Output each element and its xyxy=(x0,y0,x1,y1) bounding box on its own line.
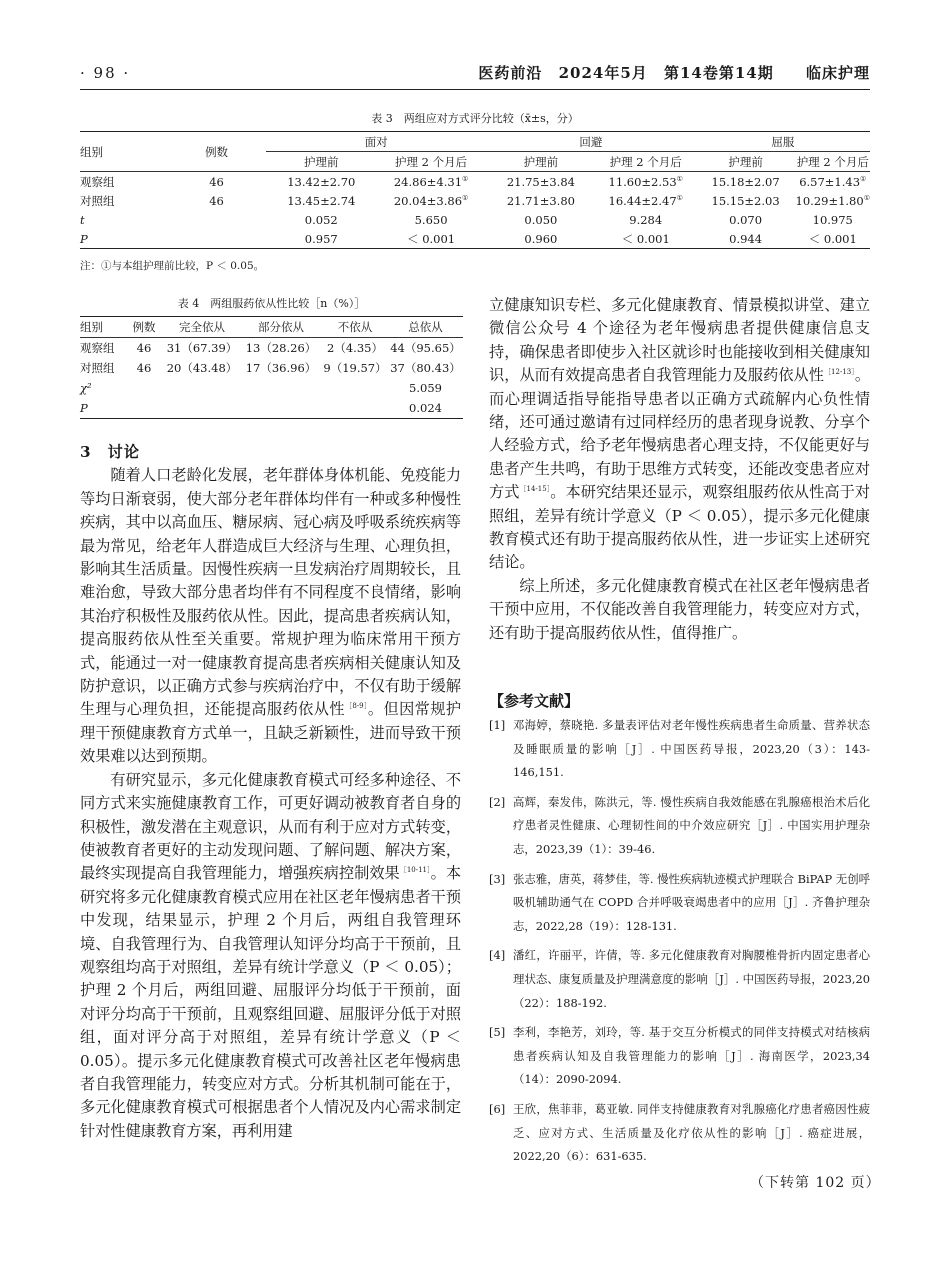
table3-cell: 0.052 xyxy=(304,212,338,227)
table3-note: 注：①与本组护理前比较，P ＜ 0.05。 xyxy=(80,260,265,272)
table4-header: 完全依从 xyxy=(179,320,225,334)
citation: ［14-15］ xyxy=(519,485,551,494)
issue-volume: 第14卷第14期 xyxy=(664,64,774,82)
reference-item: [6] 王欣，焦菲菲，葛亚敏. 同伴支持健康教育对乳腺癌化疗患者癌因性疲乏、应对方式、生活质量及化疗依从性的影响［J］. 癌症进展，2022,20（6）：631-635. xyxy=(489,1101,870,1164)
table-row xyxy=(80,358,463,378)
table3-row-label: 对照组 xyxy=(80,193,115,208)
citation: ［12-13］ xyxy=(824,368,855,377)
references-heading: 【参考文献】 xyxy=(489,692,580,710)
table3-row-label: t xyxy=(80,212,85,227)
table3-cell: 10.975 xyxy=(812,212,853,227)
table3-cell: 0.050 xyxy=(524,212,558,227)
table3-row-label: P xyxy=(80,231,88,246)
table4-header: 组别 xyxy=(80,320,103,334)
paragraph: 有研究显示，多元化健康教育模式可经多种途径、不同方式来实施健康教育工作，可更好调动被教育者自身的积极性，激发潜在主观意识，从而有利于应对方式转变，使被教育者更好的主动发现问题、了解问题、解决方案，最终实现提高自我管理能力，增强疾病控制效果$^{[10-11]}$。本研究将多元化健康教育模式应用在社区老年慢病患者干预中发现，结果显示，护理 2 个月后，两组自我管理环境、自我管理行为、自我管理认知评分均高于干预前，且观察组均高于对照组，差异有统计学意义（P ＜ 0.05）；护理 2 个月后，两组回避、屈服评分均低于干预前，面对评分均高于干预前，且观察组回避、屈服评分低于对照组，面对评分高于对照组，差异有统计学意义（P ＜ 0.05）。提示多元化健康教育模式可改善社区老年慢病患者自我管理能力，转变应对方式。分析其机制可能在于，多元化健康教育模式可根据患者个人情况及内心需求制定针对性健康教育方案，再利用建 xyxy=(80,770,462,1140)
journal-name: 医药前沿 xyxy=(478,64,543,82)
reference-item: [3] 张志雅，唐英，蒋梦佳，等. 慢性疾病轨迹模式护理联合 BiPAP 无创呼吸机辅助通气在 COPD 合并呼吸衰竭患者中的应用［J］. 齐鲁护理杂志，2022,28（19）：128-131. xyxy=(489,871,870,933)
table3-header-dim: 面对 xyxy=(266,132,486,152)
table3-cell: 13.45±2.74 xyxy=(287,193,356,208)
table4-cell: 2（4.35） xyxy=(322,338,388,359)
reference-item: [1] 邓海婷，蔡晓艳. 多量表评估对老年慢性疾病患者生命质量、营养状态及睡眠质量的影响［J］. 中国医药导报，2023,20（3）：143-146,151. xyxy=(489,718,870,780)
table3-cell xyxy=(167,210,267,229)
table4-cell: 37（80.43） xyxy=(390,361,461,375)
table3-header-count: 例数 xyxy=(205,144,229,159)
table-row xyxy=(80,229,870,249)
table4-stat-label: χ² xyxy=(80,381,92,395)
table3-subheader: 护理 2 个月后 xyxy=(395,154,468,169)
table3-row-label: 观察组 xyxy=(80,172,167,192)
table4-cell: 46 xyxy=(136,361,152,375)
superscript-mark: ① xyxy=(676,174,683,183)
table3-header-group: 组别 xyxy=(80,144,103,159)
table3-cell: ＜ 0.001 xyxy=(407,231,456,246)
table3-cell: 9.284 xyxy=(629,212,663,227)
right-column xyxy=(489,294,870,645)
table3-cell: 10.29±1.80① xyxy=(795,193,870,208)
table3-cell: 5.650 xyxy=(414,212,448,227)
table3-cell: 0.070 xyxy=(729,212,763,227)
paragraph: 立健康知识专栏、多元化健康教育、情景模拟讲堂、建立微信公众号 4 个途径为老年慢病患者提供健康信息支持，确保患者即使步入社区就诊时也能接收到相关健康知识，从而有效提高患者自我管理能力及服药依从性$^{[12-13]}$。而心理调适指导能指导患者以正确方式疏解内心负性情绪，还可通过邀请有过同样经历的患者现身说教、分享个人经验方式，给予老年慢病患者心理支持，不仅能更好与患者产生共鸣，有助于思维方式转变，还能改变患者应对方式$^{[14-15]}$。本研究结果还显示，观察组服药依从性高于对照组，差异有统计学意义（P ＜ 0.05），提示多元化健康教育模式还有助于提高服药依从性，进一步证实上述研究结论。 xyxy=(489,296,871,572)
table3-header-dim: 屈服 xyxy=(696,132,870,152)
table4-cell: 17（36.96） xyxy=(245,361,317,375)
table4-header: 不依从 xyxy=(337,320,373,334)
continued-notice: （下转第 102 页） xyxy=(750,1175,881,1191)
section-number: 3 xyxy=(80,443,92,461)
superscript-mark: ① xyxy=(462,193,469,202)
table4-cell: 46 xyxy=(124,338,164,359)
table3-cell: 46 xyxy=(209,193,224,208)
table4-cell: 对照组 xyxy=(80,361,115,375)
superscript-mark: ① xyxy=(462,174,469,183)
table3-cell: 11.60±2.53① xyxy=(596,172,696,192)
table3-cell: 0.957 xyxy=(304,231,338,246)
table3-cell: 20.04±3.86① xyxy=(393,193,469,208)
header-rule xyxy=(80,89,870,90)
table4-cell: 31（67.39） xyxy=(164,338,240,359)
running-header xyxy=(468,62,870,83)
citation: ［10-11］ xyxy=(399,866,431,875)
table3-subheader: 护理前 xyxy=(728,154,763,169)
table-row xyxy=(80,172,870,192)
reference-item: [4] 潘红，许丽平，许倩，等. 多元化健康教育对胸腰椎骨折内固定患者心理状态、康复质量及护理满意度的影响［J］. 中国医药导报，2023,20（22）：188-192. xyxy=(489,948,870,1010)
table4-header: 总依从 xyxy=(408,320,443,334)
issue-date: 2024年5月 xyxy=(558,64,648,82)
table3-caption: 表 3 两组应对方式评分比较（x̄±s，分） xyxy=(371,112,579,125)
table3-header-dim: 回避 xyxy=(486,132,696,152)
table3-cell: 0.944 xyxy=(729,231,763,246)
table3-cell: 15.15±2.03 xyxy=(711,193,780,208)
table4-stat-value: 5.059 xyxy=(409,381,442,395)
section-title: 讨论 xyxy=(107,443,140,461)
page-number: · 98 · xyxy=(80,64,131,82)
table4 xyxy=(80,316,463,419)
table3-cell: 46 xyxy=(167,172,267,192)
table3-cell: 21.75±3.84 xyxy=(486,172,596,192)
table3-cell: 15.18±2.07 xyxy=(696,172,796,192)
table3-cell: 6.57±1.43① xyxy=(796,172,870,192)
table3-cell: 16.44±2.47① xyxy=(608,193,683,208)
table3-subheader: 护理前 xyxy=(523,154,559,169)
superscript-mark: ① xyxy=(676,193,683,202)
table3-cell: 0.960 xyxy=(524,231,558,246)
table4-cell: 20（43.48） xyxy=(166,361,238,375)
table-row xyxy=(80,338,463,359)
table3-cell: 24.86±4.31① xyxy=(376,172,486,192)
paragraph: 综上所述，多元化健康教育模式在社区老年慢病患者干预中应用，不仅能改善自我管理能力，转变应对方式，还有助于提高服药依从性，值得推广。 xyxy=(489,576,870,642)
table4-cell: 44（95.65） xyxy=(388,338,463,359)
table4-stat-label: P xyxy=(80,401,88,415)
table4-stat-value: 0.024 xyxy=(409,401,442,415)
table4-header: 例数 xyxy=(132,320,156,334)
table4-caption: 表 4 两组服药依从性比较［n（%）］ xyxy=(177,297,366,310)
left-column xyxy=(80,441,461,1143)
table3-cell: ＜ 0.001 xyxy=(808,231,857,246)
table-row xyxy=(80,398,463,419)
table3 xyxy=(80,131,870,249)
reference-item: [5] 李利，李艳芳，刘玲，等. 基于交互分析模式的同伴支持模式对结核病患者疾病认知及自我管理能力的影响［J］. 海南医学，2023,34（14）：2090-2094. xyxy=(489,1025,870,1087)
table3-cell: ＜ 0.001 xyxy=(621,231,670,246)
table-row xyxy=(80,210,870,229)
table3-cell: 13.42±2.70 xyxy=(266,172,376,192)
table-row xyxy=(80,378,463,398)
section-name: 临床护理 xyxy=(805,64,870,82)
table3-subheader: 护理 2 个月后 xyxy=(796,154,869,169)
table3-subheader: 护理前 xyxy=(304,154,339,169)
table4-header: 部分依从 xyxy=(258,320,304,334)
table4-cell: 9（19.57） xyxy=(323,361,387,375)
paragraph: 随着人口老龄化发展，老年群体身体机能、免疫能力等均日渐衰弱，使大部分老年群体均伴有一种或多种慢性疾病，其中以高血压、糖尿病、冠心病及呼吸系统疾病等最为常见，给老年人群造成巨大经济与生理、心理负担，影响其生活质量。因慢性疾病一旦发病治疗周期较长，且难治愈，导致大部分患者均伴有不同程度不良情绪，影响其治疗积极性及服药依从性。因此，提高患者疾病认知，提高服药依从性至关重要。常规护理为临床常用干预方式，能通过一对一健康教育提高患者疾病相关健康认知及防护意识，以正确方式参与疾病治疗中，不仅有助于缓解生理与心理负担，还能提高服药依从性$^{[8-9]}$。但因常规护理干预健康教育方式单一，且缺乏新颖性，进而导致干预效果难以达到预期。 xyxy=(80,466,462,766)
superscript-mark: ① xyxy=(863,193,870,202)
table4-cell: 13（28.26） xyxy=(240,338,322,359)
superscript-mark: ① xyxy=(860,174,867,183)
citation: ［8-9］ xyxy=(344,702,368,711)
table3-subheader: 护理 2 个月后 xyxy=(609,154,682,169)
reference-item: [2] 高辉，秦发伟，陈洪元，等. 慢性疾病自我效能感在乳腺癌根治术后化疗患者灵性健康、心理韧性间的中介效应研究［J］. 中国实用护理杂志，2023,39（1）：39-46. xyxy=(489,794,870,856)
references-list xyxy=(489,714,870,1175)
table3-cell: 21.71±3.80 xyxy=(506,193,575,208)
table4-cell: 观察组 xyxy=(80,338,124,359)
table-row xyxy=(80,191,870,210)
section-heading xyxy=(80,441,461,464)
table3-cell xyxy=(167,229,267,249)
